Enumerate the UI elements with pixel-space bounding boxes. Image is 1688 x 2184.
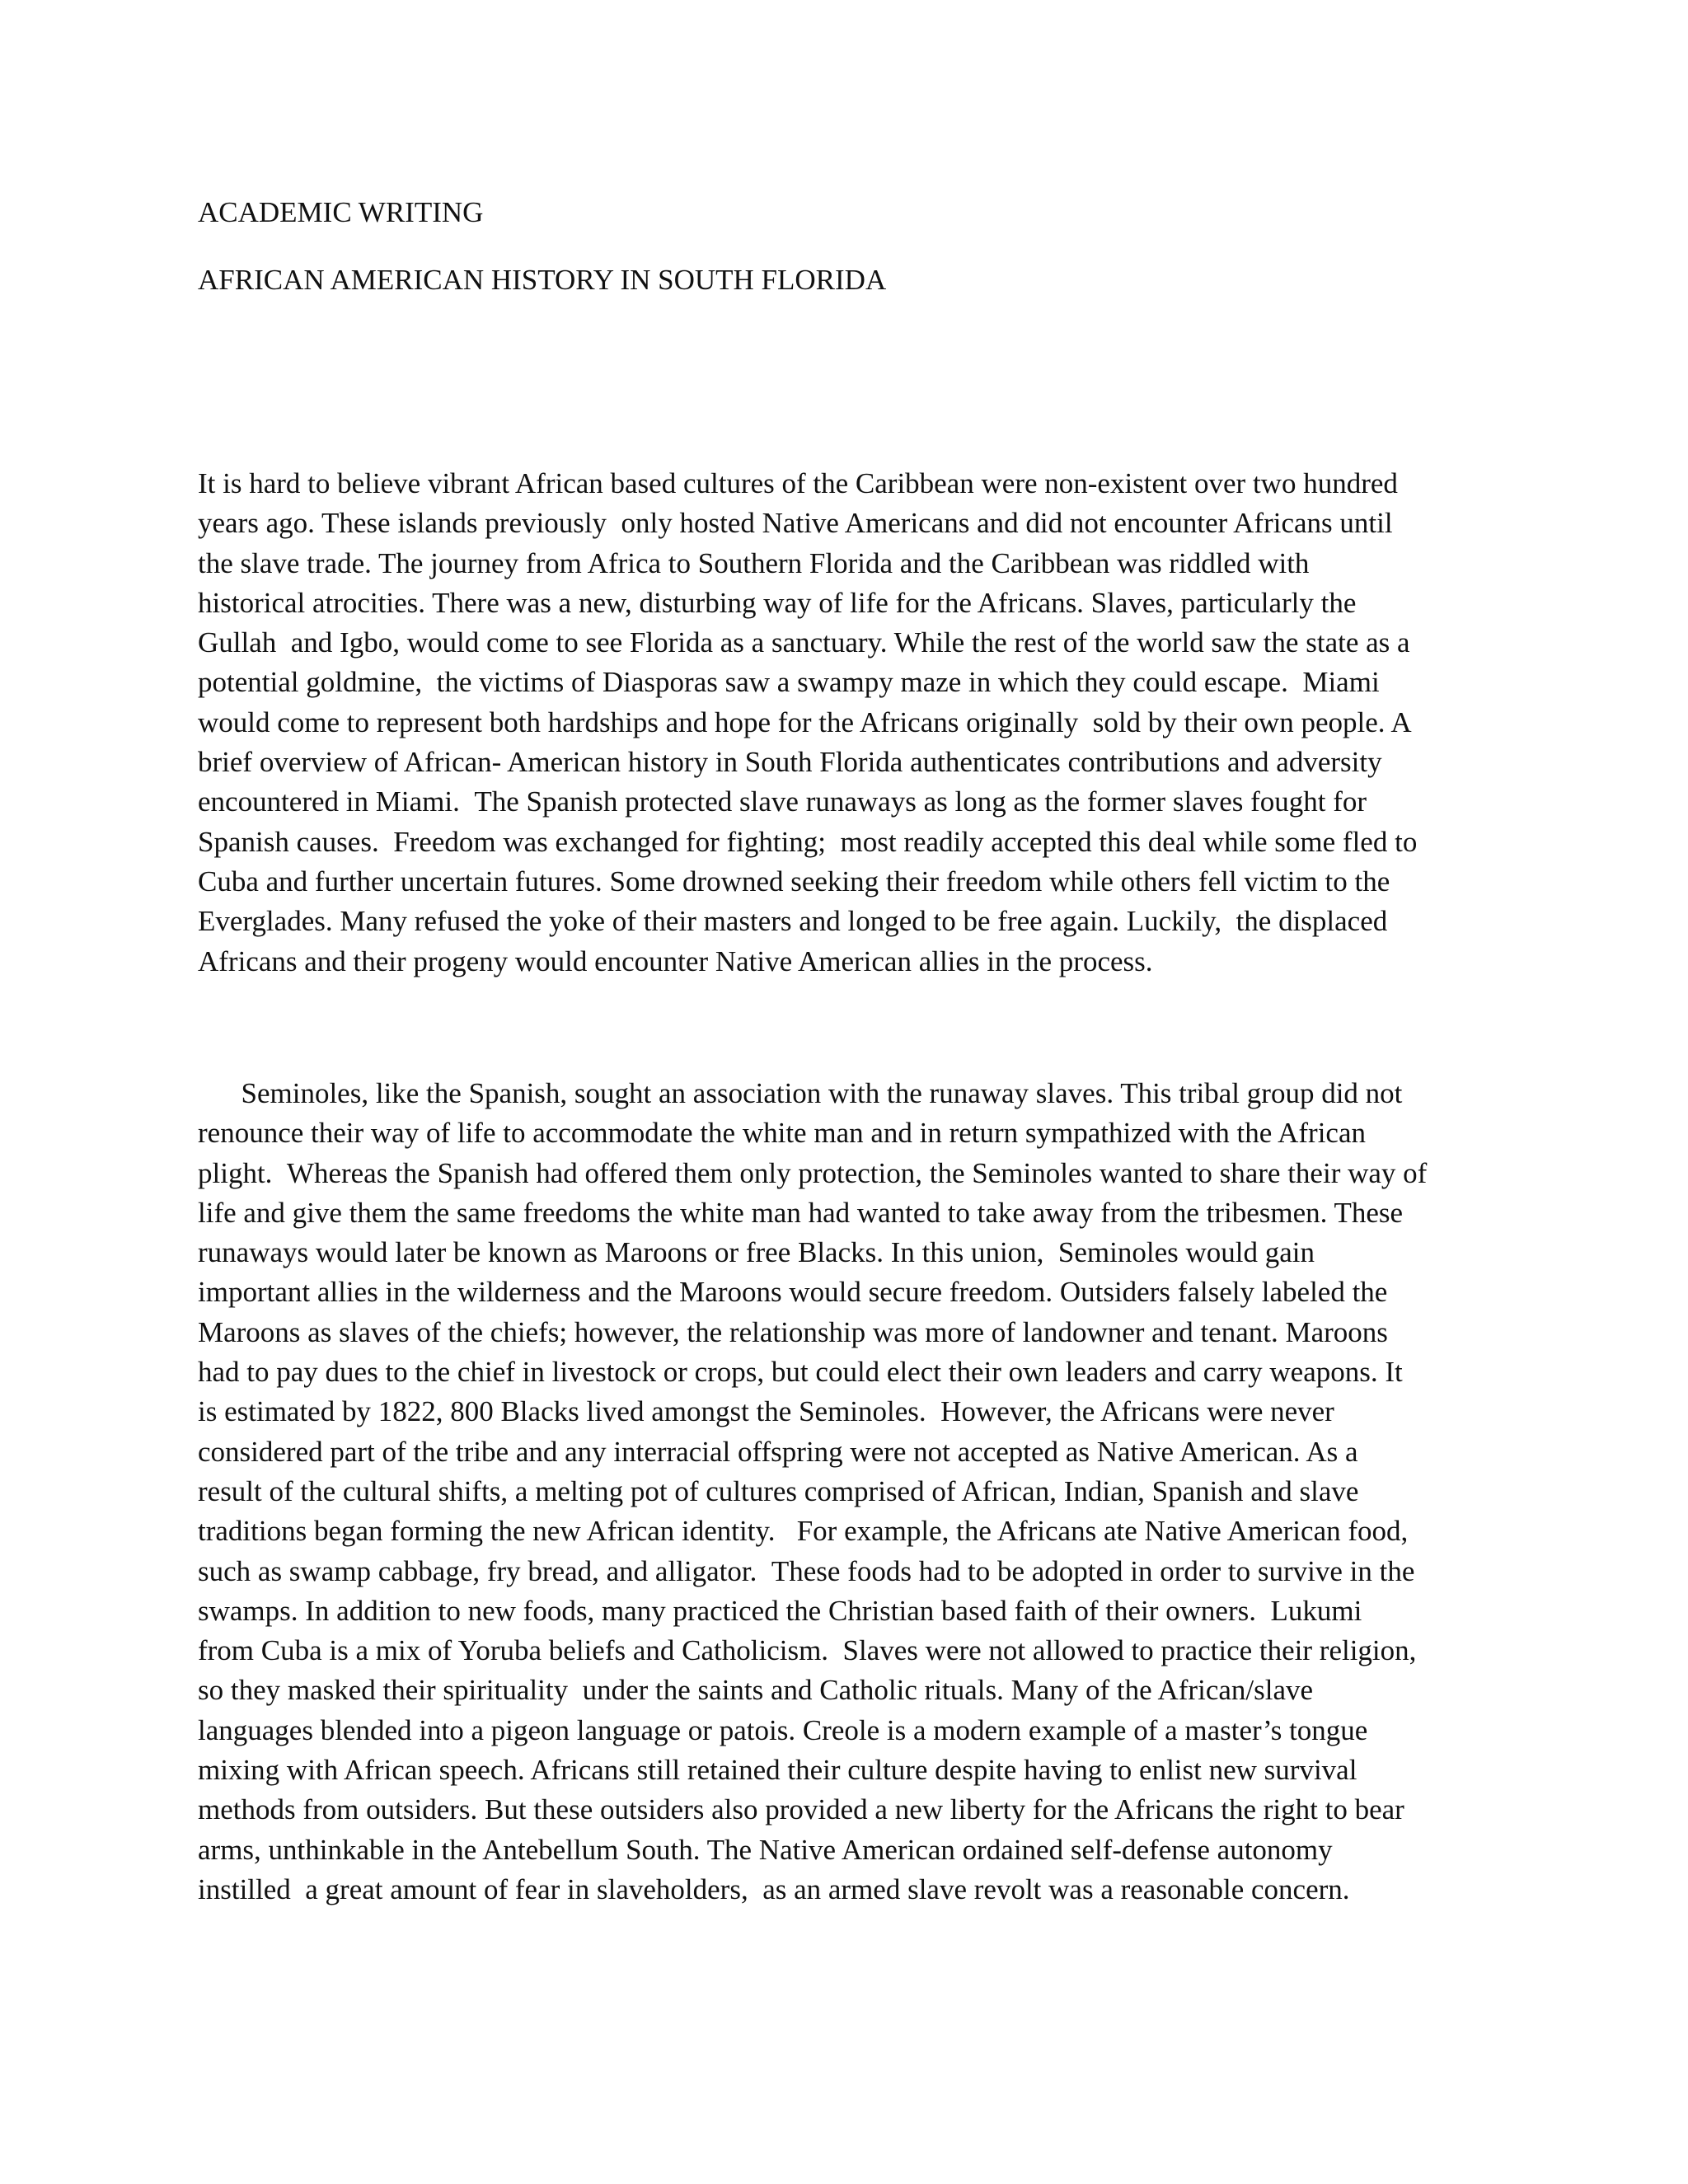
paragraph-line: traditions began forming the new African identity. For example, the Africans ate Native American food, (198, 1515, 1409, 1548)
paragraph-line: so they masked their spirituality under the saints and Catholic rituals. Many of the African/slave (198, 1674, 1314, 1707)
paragraph-line: encountered in Miami. The Spanish protected slave runaways as long as the former slaves fought for (198, 785, 1367, 818)
paragraph-line: potential goldmine, the victims of Diasporas saw a swampy maze in which they could escape. Miami (198, 666, 1380, 699)
paragraph-line: Everglades. Many refused the yoke of their masters and longed to be free again. Luckily, the displaced (198, 905, 1388, 938)
paragraph-line: arms, unthinkable in the Antebellum South. The Native American ordained self-defense autonomy (198, 1833, 1333, 1866)
paragraph-line: swamps. In addition to new foods, many practiced the Christian based faith of their owners. Lukumi (198, 1594, 1362, 1627)
paragraph-line: brief overview of African- American history in South Florida authenticates contributions and adversity (198, 746, 1382, 779)
paragraph-line: years ago. These islands previously only hosted Native Americans and did not encounter Africans until (198, 507, 1393, 540)
paragraph-line: Africans and their progeny would encounter Native American allies in the process. (198, 944, 1153, 977)
paragraph-line: life and give them the same freedoms the white man had wanted to take away from the tribesmen. These (198, 1196, 1404, 1229)
paragraph-line: Gullah and Igbo, would come to see Florida as a sanctuary. While the rest of the world saw the state as a (198, 626, 1410, 659)
paragraph-line: historical atrocities. There was a new, disturbing way of life for the Africans. Slaves, particularly the (198, 586, 1357, 619)
paragraph-line: It is hard to believe vibrant African based cultures of the Caribbean were non-existent over two hundred (198, 467, 1398, 499)
paragraph-intro (198, 464, 1417, 982)
paragraph-line: renounce their way of life to accommodate the white man and in return sympathized with the African (198, 1117, 1367, 1150)
paragraph-line: result of the cultural shifts, a melting pot of cultures comprised of African, Indian, Spanish and slave (198, 1474, 1359, 1507)
paragraph-line: runaways would later be known as Maroons or free Blacks. In this union, Seminoles would gain (198, 1236, 1315, 1269)
paragraph-line: is estimated by 1822, 800 Blacks lived amongst the Seminoles. However, the Africans were never (198, 1395, 1334, 1428)
paragraph-line: mixing with African speech. Africans still retained their culture despite having to enlist new survival (198, 1754, 1357, 1787)
paragraph-line: from Cuba is a mix of Yoruba beliefs and Catholicism. Slaves were not allowed to practice their religion, (198, 1634, 1417, 1667)
paragraph-line: such as swamp cabbage, fry bread, and alligator. These foods had to be adopted in order to survive in the (198, 1554, 1415, 1587)
paragraph-line: would come to represent both hardships and hope for the Africans originally sold by their own people. A (198, 705, 1412, 738)
document-subtitle: AFRICAN AMERICAN HISTORY IN SOUTH FLORIDA (198, 264, 887, 296)
paragraph-line: Seminoles, like the Spanish, sought an association with the runaway slaves. This tribal group did not (198, 1077, 1403, 1109)
paragraph-line: languages blended into a pigeon language or patois. Creole is a modern example of a master’s tongue (198, 1713, 1368, 1746)
paragraph-line: Spanish causes. Freedom was exchanged for fighting; most readily accepted this deal while some fled to (198, 825, 1418, 858)
paragraph-line: Maroons as slaves of the chiefs; however, the relationship was more of landowner and tenant. Maroons (198, 1315, 1388, 1348)
paragraph-line: the slave trade. The journey from Africa to Southern Florida and the Caribbean was riddled with (198, 546, 1310, 579)
paragraph-line: Cuba and further uncertain futures. Some drowned seeking their freedom while others fell victim to the (198, 865, 1390, 898)
paragraph-seminoles (198, 1074, 1427, 1910)
paragraph-line: instilled a great amount of fear in slaveholders, as an armed slave revolt was a reasonable concern. (198, 1872, 1350, 1905)
paragraph-line: plight. Whereas the Spanish had offered them only protection, the Seminoles wanted to share their way of (198, 1156, 1428, 1189)
document-title: ACADEMIC WRITING (198, 196, 484, 228)
paragraph-line: had to pay dues to the chief in livestock or crops, but could elect their own leaders and carry weapons. It (198, 1356, 1403, 1389)
paragraph-line: considered part of the tribe and any interracial offspring were not accepted as Native American. As a (198, 1435, 1358, 1468)
paragraph-line: important allies in the wilderness and the Maroons would secure freedom. Outsiders falsely labeled the (198, 1276, 1388, 1309)
paragraph-line: methods from outsiders. But these outsiders also provided a new liberty for the Africans the right to bear (198, 1793, 1404, 1826)
